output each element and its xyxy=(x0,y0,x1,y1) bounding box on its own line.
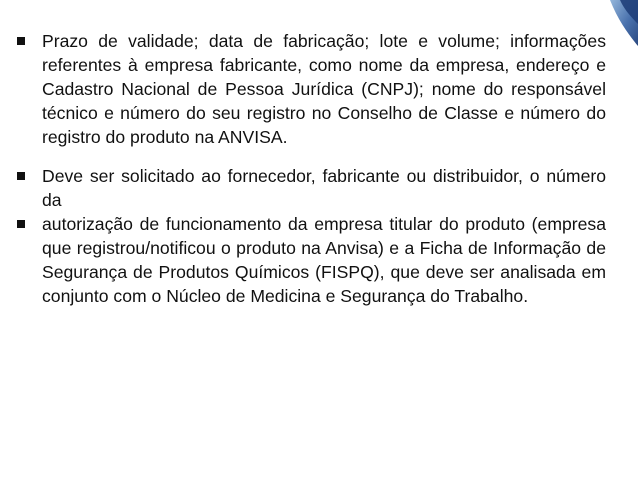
bullet-item-3 xyxy=(14,212,606,308)
bullet-item-1 xyxy=(14,29,606,149)
bullet-item-2 xyxy=(14,164,606,212)
bullet-text-2: Deve ser solicitado ao fornecedor, fabricante ou distribuidor, o número da xyxy=(42,166,606,210)
bullet-text-3: autorização de funcionamento da empresa titular do produto (empresa que registrou/notificou o produto na Anvisa) e a Ficha de Informação de Segurança de Produtos Químicos (FISPQ), que deve ser analisada em conjunto com o Núcleo de Medicina e Segurança do Trabalho. xyxy=(42,214,606,306)
square-bullet-icon xyxy=(17,172,25,180)
square-bullet-icon xyxy=(17,37,25,45)
bullet-list xyxy=(14,29,606,308)
square-bullet-icon xyxy=(17,220,25,228)
bullet-text-1: Prazo de validade; data de fabricação; lote e volume; informações referentes à empresa fabricante, como nome da empresa, endereço e Cadastro Nacional de Pessoa Jurídica (CNPJ); nome do responsável técnico e número do seu registro no Conselho de Classe e número do registro do produto na ANVISA. xyxy=(42,31,606,147)
